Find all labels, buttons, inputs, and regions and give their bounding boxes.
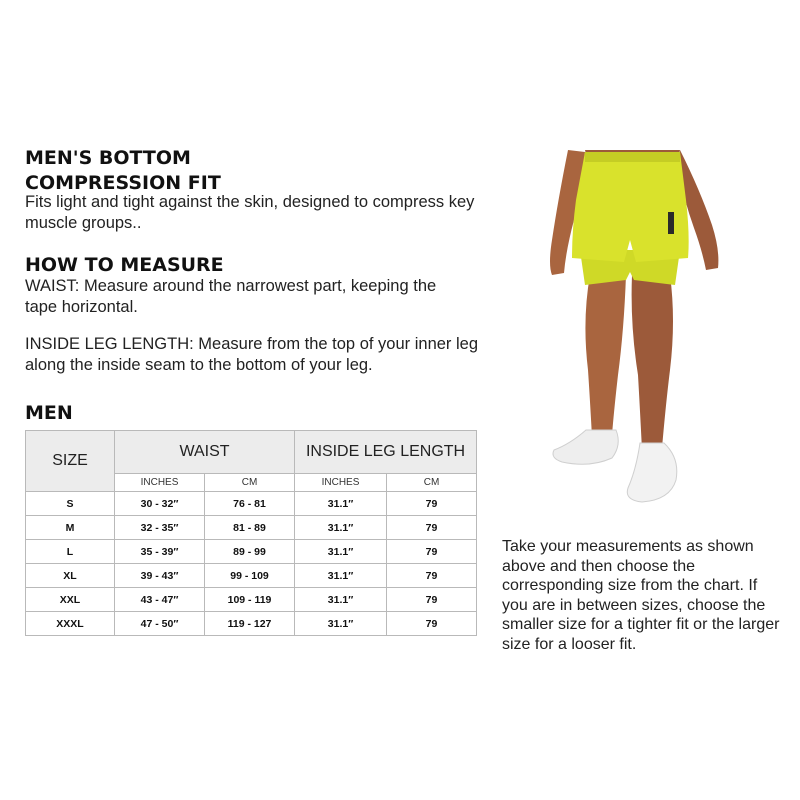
waist-cm-cell: 89 - 99: [205, 540, 295, 564]
waist-inches-cell: 32 - 35″: [115, 516, 205, 540]
table-row: [26, 612, 477, 636]
men-chart-title: MEN: [25, 402, 73, 424]
leg-inches-cell: 31.1″: [295, 540, 387, 564]
waist-inches-cell: 43 - 47″: [115, 588, 205, 612]
leg-cm-header: CM: [387, 474, 477, 492]
leg-cm-cell: 79: [387, 540, 477, 564]
waist-cm-cell: 109 - 119: [205, 588, 295, 612]
inside-leg-instruction: INSIDE LEG LENGTH: Measure from the top of your inner leg along the inside seam to the bottom of your leg.: [25, 335, 479, 374]
leg-inches-cell: 31.1″: [295, 516, 387, 540]
leg-inches-cell: 31.1″: [295, 588, 387, 612]
size-cell: XXL: [26, 588, 115, 612]
leg-inches-cell: 31.1″: [295, 492, 387, 516]
size-cell: XXXL: [26, 612, 115, 636]
measurement-note: Take your measurements as shown above and then choose the corresponding size from the chart. If you are in between sizes, choose the smaller size for a tighter fit or the larger size for a looser fit.: [502, 538, 780, 653]
waist-cm-cell: 76 - 81: [205, 492, 295, 516]
fit-title-line2: COMPRESSION FIT: [25, 172, 221, 194]
waist-cm-cell: 99 - 109: [205, 564, 295, 588]
waist-inches-cell: 47 - 50″: [115, 612, 205, 636]
model-photo: [530, 140, 730, 510]
fit-title: [25, 146, 285, 196]
fit-title-line1: MEN'S BOTTOM: [25, 147, 191, 169]
table-row: [26, 588, 477, 612]
model-left-shoe: [553, 430, 618, 464]
how-to-measure-title: HOW TO MEASURE: [25, 254, 224, 276]
size-column-header: SIZE: [26, 431, 115, 492]
model-right-shoe: [627, 443, 677, 502]
leg-cm-cell: 79: [387, 564, 477, 588]
fit-description: Fits light and tight against the skin, designed to compress key muscle groups..: [25, 193, 475, 232]
size-cell: M: [26, 516, 115, 540]
table-row: [26, 492, 477, 516]
table-header-row: [26, 431, 477, 474]
size-cell: XL: [26, 564, 115, 588]
waist-cm-cell: 81 - 89: [205, 516, 295, 540]
leg-inches-header: INCHES: [295, 474, 387, 492]
table-row: [26, 564, 477, 588]
inside-leg-column-header: INSIDE LEG LENGTH: [295, 431, 477, 474]
waist-inches-header: INCHES: [115, 474, 205, 492]
waist-instruction: WAIST: Measure around the narrowest part, keeping the tape horizontal.: [25, 277, 437, 316]
size-chart-table: [25, 430, 477, 636]
leg-cm-cell: 79: [387, 492, 477, 516]
waist-cm-cell: 119 - 127: [205, 612, 295, 636]
waist-inches-cell: 35 - 39″: [115, 540, 205, 564]
waist-inches-cell: 39 - 43″: [115, 564, 205, 588]
table-row: [26, 516, 477, 540]
waist-cm-header: CM: [205, 474, 295, 492]
leg-cm-cell: 79: [387, 588, 477, 612]
leg-inches-cell: 31.1″: [295, 564, 387, 588]
model-shorts: [572, 152, 689, 262]
model-shorts-logo: [668, 212, 674, 234]
size-cell: S: [26, 492, 115, 516]
leg-cm-cell: 79: [387, 612, 477, 636]
size-cell: L: [26, 540, 115, 564]
waist-inches-cell: 30 - 32″: [115, 492, 205, 516]
model-left-leg: [585, 275, 626, 437]
leg-inches-cell: 31.1″: [295, 612, 387, 636]
table-row: [26, 540, 477, 564]
waist-column-header: WAIST: [115, 431, 295, 474]
leg-cm-cell: 79: [387, 516, 477, 540]
model-right-leg: [632, 275, 673, 450]
